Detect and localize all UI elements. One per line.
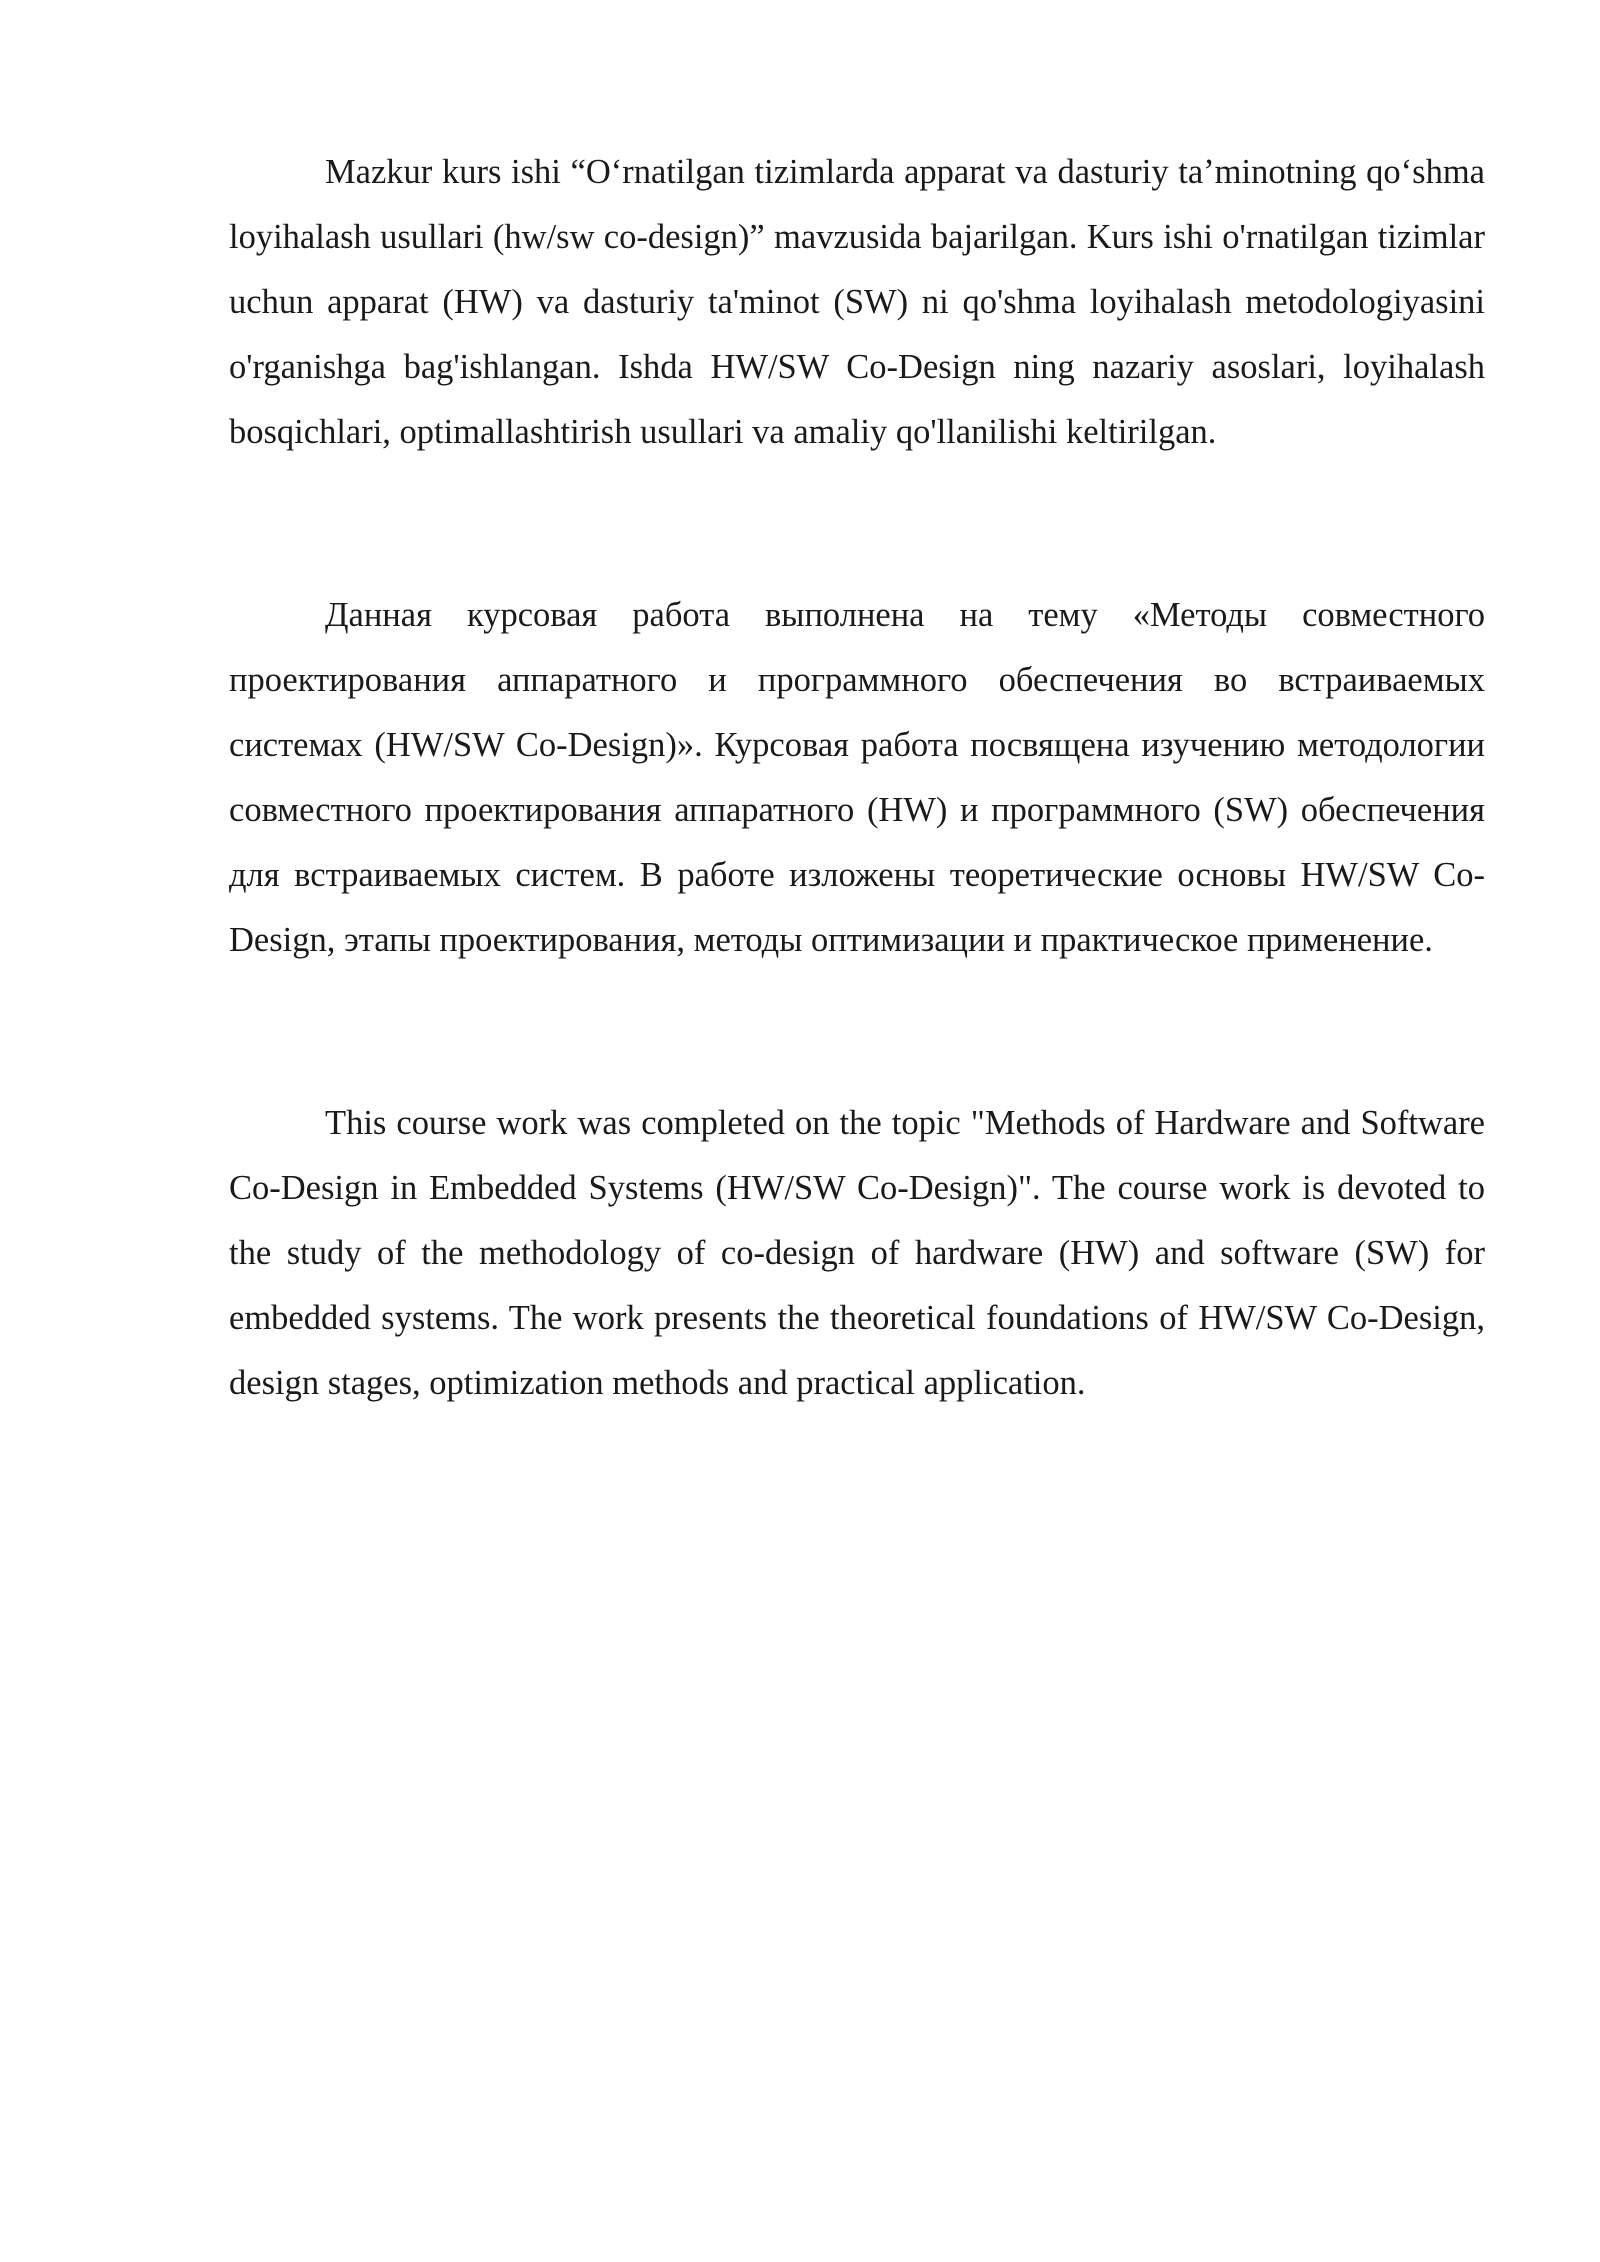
abstract-paragraph-english: This course work was completed on the topic "Methods of Hardware and Software Co-Design in Embedded Systems (HW/SW Co-Design)". The course work is devoted to the study of the methodology of co-design of hardware (HW) and software (SW) for embedded systems. The work presents the theoretical foundations of HW/SW Co-Design, design stages, optimization methods and practical application. [229, 1104, 1485, 1402]
abstract-paragraph-russian: Данная курсовая работа выполнена на тему «Методы совместного проектирования аппаратного и программного обеспечения во встраиваемых системах (HW/SW Co-Design)». Курсовая работа посвящена изучению методологии совместного проектирования аппаратного (HW) и программного (SW) обеспечения для встраиваемых систем. В работе изложены теоретические основы HW/SW Co-Design, этапы проектирования, методы оптимизации и практическое применение. [229, 596, 1485, 959]
abstract-body [229, 140, 1485, 1416]
abstract-paragraph-uzbek: Mazkur kurs ishi “Oʻrnatilgan tizimlarda apparat va dasturiy taʼminotning qoʻshma loyihalash usullari (hw/sw co-design)” mavzusida bajarilgan. Kurs ishi o'rnatilgan tizimlar uchun apparat (HW) va dasturiy ta'minot (SW) ni qo'shma loyihalash metodologiyasini o'rganishga bag'ishlangan. Ishda HW/SW Co-Design ning nazariy asoslari, loyihalash bosqichlari, optimallashtirish usullari va amaliy qo'llanilishi keltirilgan. [229, 153, 1485, 451]
